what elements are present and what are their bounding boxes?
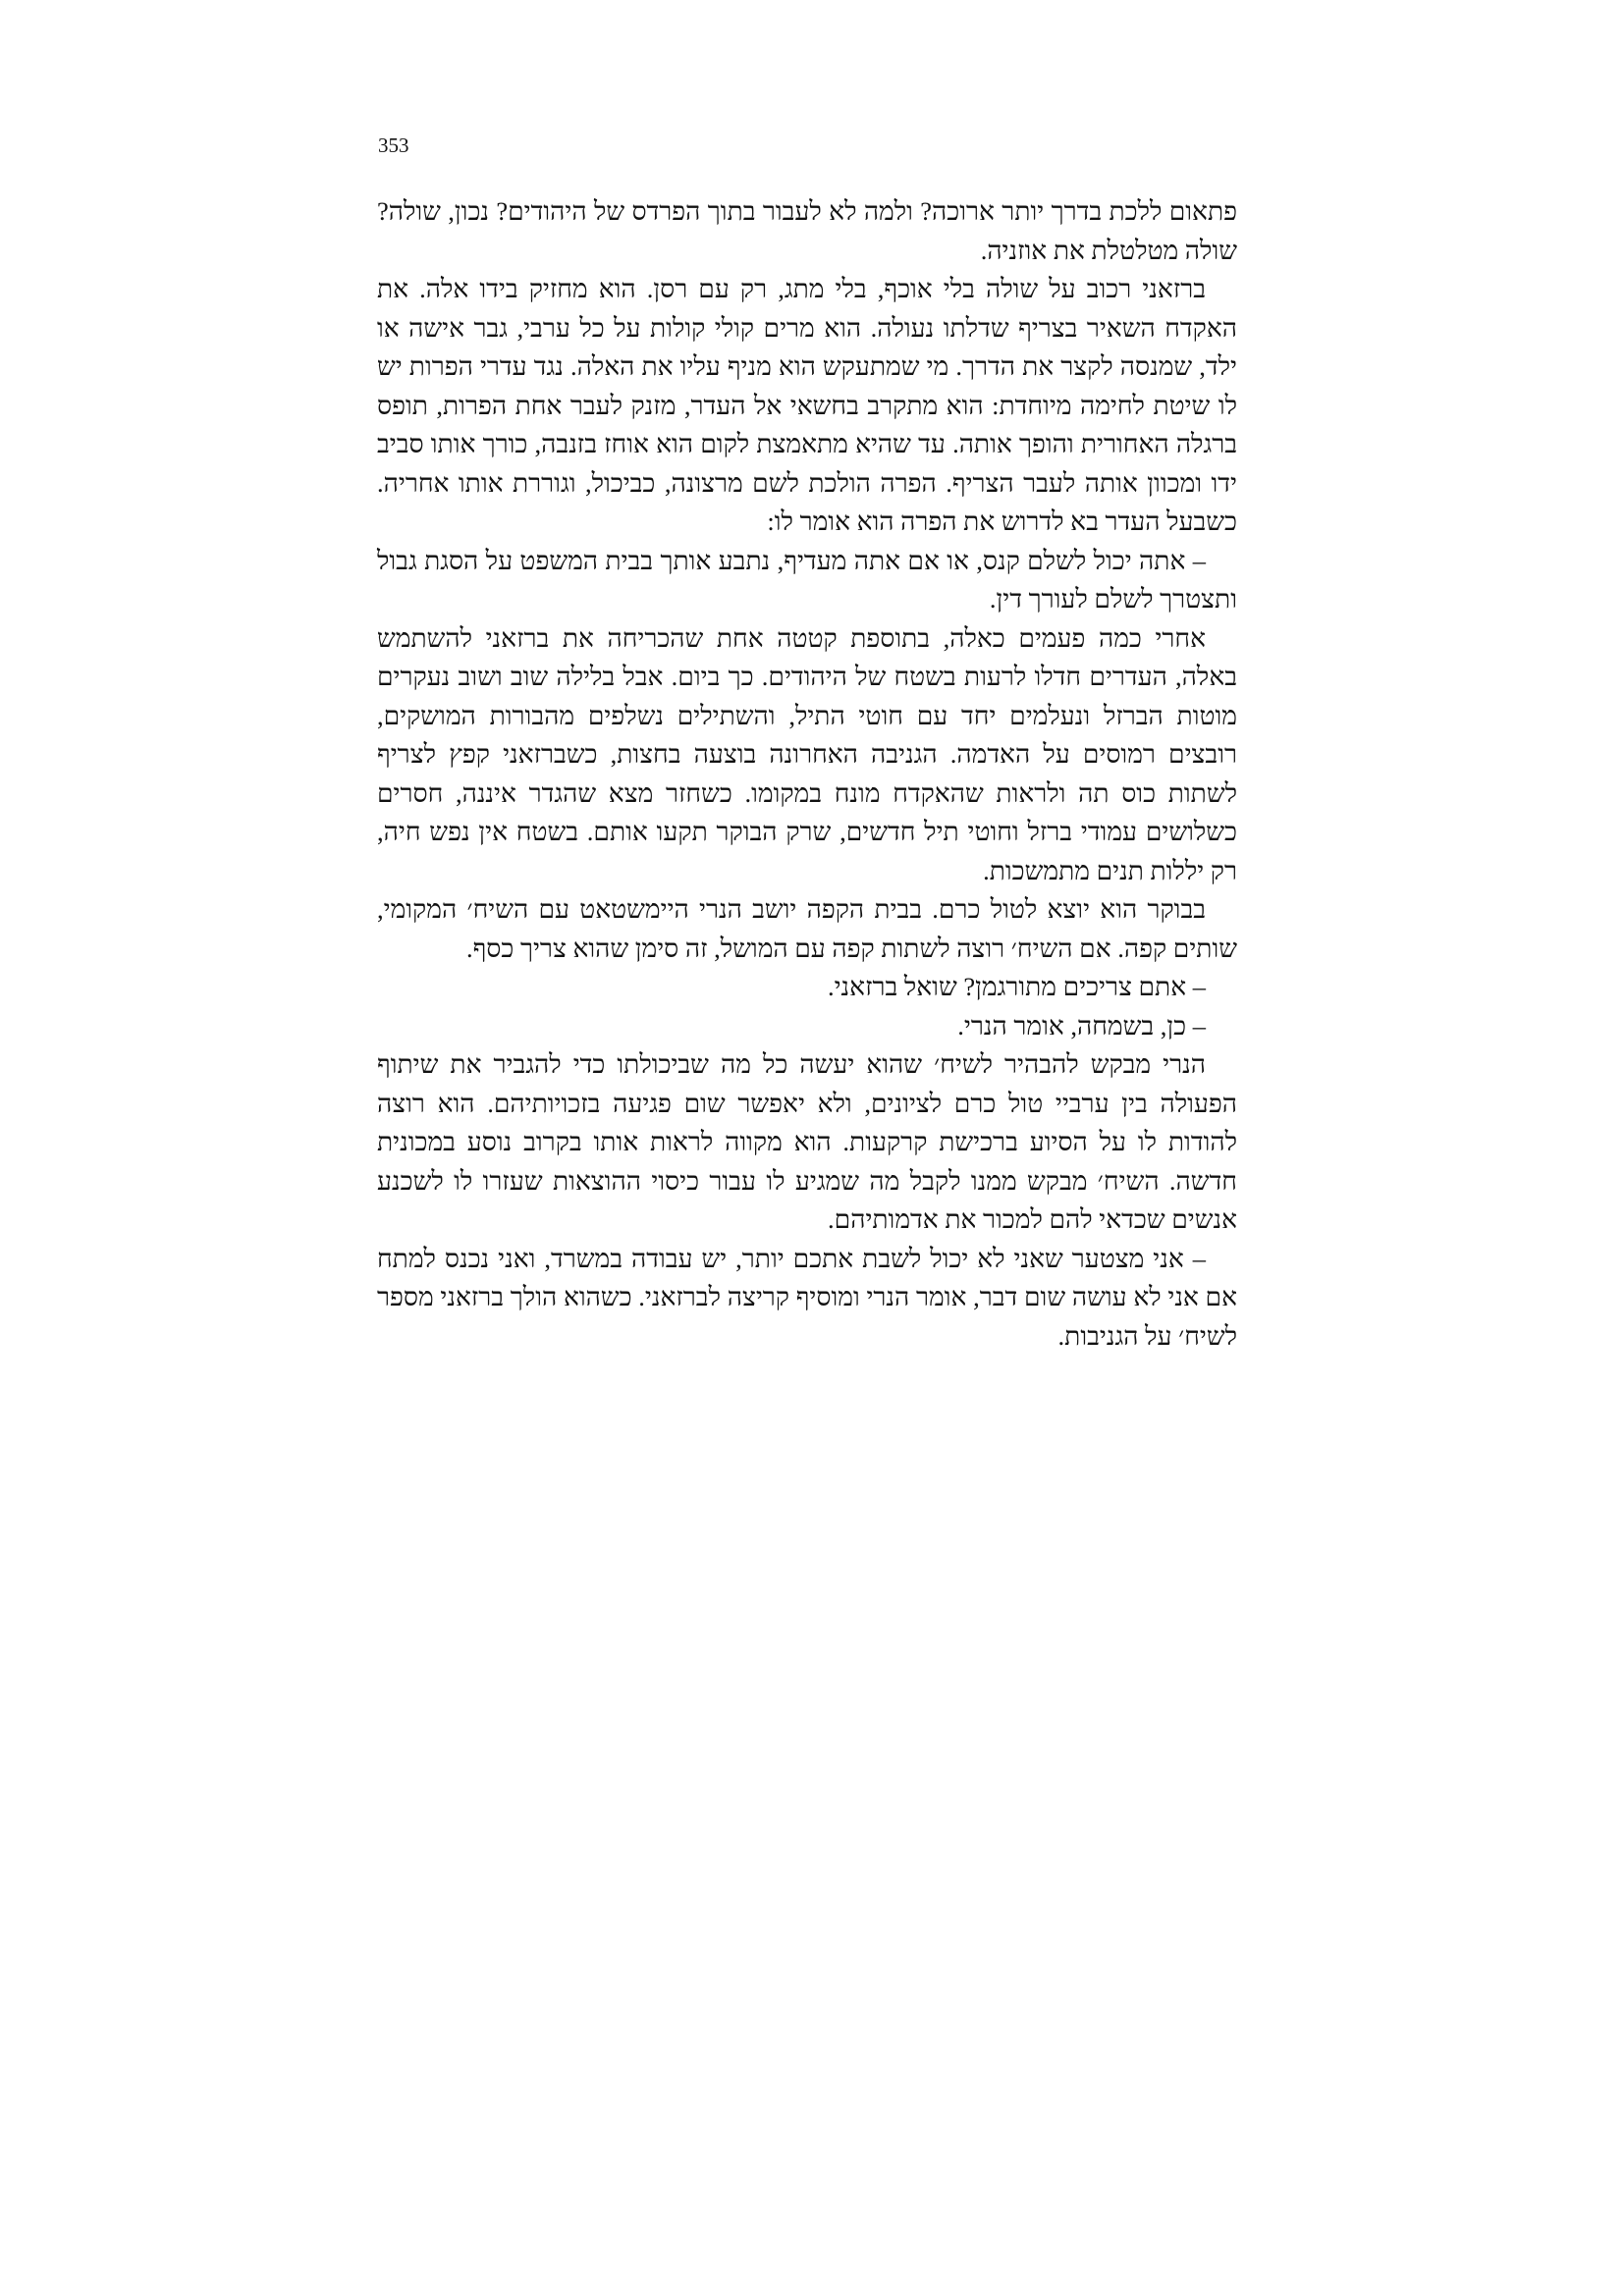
paragraph-3-dialogue: – אתה יכול לשלם קנס, או אם אתה מעדיף, נתבע אותך בבית המשפט על הסגת גבול ותצטרך לשלם לעורך דין. [377,545,1237,614]
paragraph-8: הנרי מבקש להבהיר לשיח׳ שהוא יעשה כל מה שביכולתו כדי להגביר את שיתוף הפעולה בין ערביי טול כרם לציונים, ולא יאפשר שום פגיעה בזכויותיהם. הוא רוצה להודות לו על הסיוע ברכישת קרקעות. הוא מקווה לראות אותו בקרוב נוסע במכונית חדשה. השיח׳ מבקש ממנו לקבל מה שמגיע לו עבור כיסוי ההוצאות שעזרו לו לשכנע אנשים שכדאי להם למכור את אדמותיהם. [377,1049,1237,1234]
page-number: 353 [378,133,409,157]
paragraph-4: אחרי כמה פעמים כאלה, בתוספת קטטה אחת שהכריחה את ברזאני להשתמש באלה, העדרים חדלו לרעות בשטח של היהודים. כך ביום. אבל בלילה שוב ושוב נעקרים מוטות הברזל ונעלמים יחד עם חוטי התיל, והשתילים נשלפים מהבורות המושקים, רובצים רמוסים על האדמה. הגניבה האחרונה בוצעה בחצות, כשברזאני קפץ לצריף לשתות כוס תה ולראות שהאקדח מונח במקומו. כשחזר מצא שהגדר איננה, חסרים כשלושים עמודי ברזל וחוטי תיל חדשים, שרק הבוקר תקעו אותם. בשטח אין נפש חיה, רק יללות תנים מתמשכות. [377,622,1237,885]
paragraph-7-dialogue: – כן, בשמחה, אומר הנרי. [957,1010,1206,1041]
body-text [377,192,1237,1356]
paragraph-1: פתאום ללכת בדרך יותר ארוכה? ולמה לא לעבור בתוך הפרדס של היהודים? נכון, שולה? שולה מטלטלת את אוזניה. [377,196,1237,265]
paragraph-5: בבוקר הוא יוצא לטול כרם. בבית הקפה יושב הנרי היימשטאט עם השיח׳ המקומי, שותים קפה. אם השיח׳ רוצה לשתות קפה עם המושל, זה סימן שהוא צריך כסף. [377,894,1237,963]
paragraph-6-dialogue: – אתם צריכים מתורגמן? שואל ברזאני. [827,972,1206,1001]
paragraph-2: ברזאני רכוב על שולה בלי אוכף, בלי מתג, רק עם רסן. הוא מחזיק בידו אלה. את האקדח השאיר בצריף שדלתו נעולה. הוא מרים קולי קולות על כל ערבי, גבר אישה או ילד, שמנסה לקצר את הדרך. מי שמתעקש הוא מניף עליו את האלה. נגד עדרי הפרות יש לו שיטת לחימה מיוחדת: הוא מתקרב בחשאי אל העדר, מזנק לעבר אחת הפרות, תופס ברגלה האחורית והופך אותה. עד שהיא מתאמצת לקום הוא אוחז בזנבה, כורך אותו סביב ידו ומכוון אותה לעבר הצריף. הפרה הולכת לשם מרצונה, כביכול, וגוררת אותו אחריה. כשבעל העדר בא לדרוש את הפרה הוא אומר לו: [377,274,1237,536]
paragraph-9-dialogue: – אני מצטער שאני לא יכול לשבת אתכם יותר, יש עבודה במשרד, ואני נכנס למתח אם אני לא עושה שום דבר, אומר הנרי ומוסיף קריצה לברזאני. כשהוא הולך ברזאני מספר לשיח׳ על הגניבות. [377,1243,1237,1351]
